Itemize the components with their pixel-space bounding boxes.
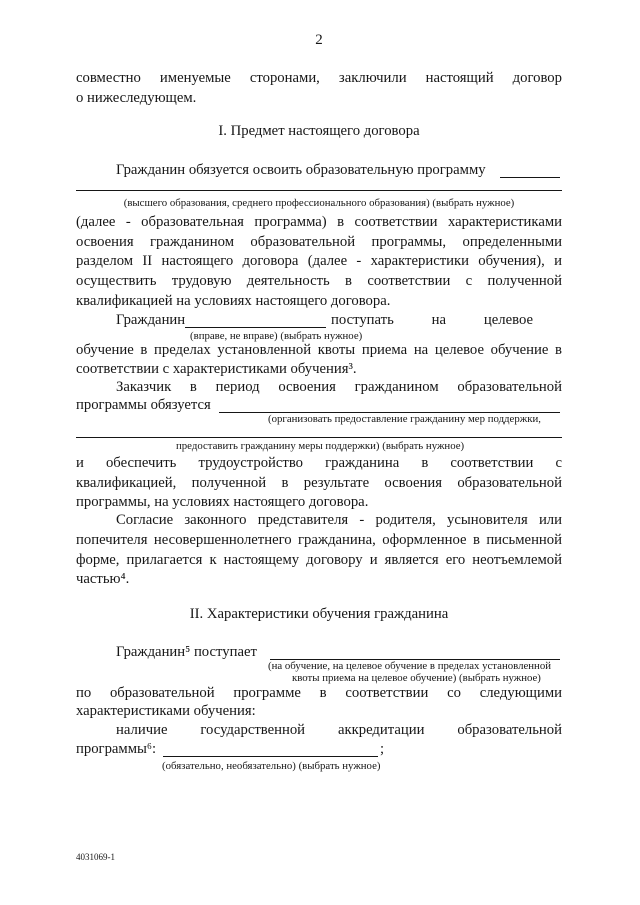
characteristics-line: по образовательной программе в соответствии со следующими (76, 685, 562, 701)
section-1-heading: I. Предмет настоящего договора (218, 123, 420, 139)
fill-in-blank (185, 327, 326, 328)
program-obligation-text: Гражданин обязуется освоить образовательную программу (116, 162, 486, 178)
fill-in-blank-line (76, 190, 562, 191)
admission-right-suffix: поступать на целевое (331, 312, 533, 328)
fill-in-blank (500, 177, 560, 178)
admission-caption: (на обучение, на целевое обучение в пределах установленной (268, 660, 551, 672)
customer-obligation-line: квалификацией, полученной в результате освоения образовательной (76, 475, 562, 491)
guardian-consent-line: Согласие законного представителя - родителя, усыновителя или (116, 512, 562, 528)
support-measures-caption: (организовать предоставление гражданину мер поддержки, (268, 413, 541, 425)
accreditation-suffix: ; (380, 741, 385, 757)
admission-right-caption: (вправе, не вправе) (выбрать нужное) (190, 330, 363, 342)
fill-in-blank (163, 756, 378, 757)
customer-obligation-line: программы, на условиях настоящего договора. (76, 494, 369, 510)
admission-prefix: Гражданин⁵ поступает (116, 644, 257, 660)
admission-right-line: обучение в пределах установленной квоты приема на целевое обучение в (76, 342, 562, 358)
customer-obligation-prefix: программы обязуется (76, 397, 211, 413)
guardian-consent-line: попечителя несовершеннолетнего гражданина, оформленное в письменной (76, 532, 562, 548)
document-code: 4031069-1 (76, 852, 115, 862)
accreditation-line: наличие государственной аккредитации образовательной (116, 722, 562, 738)
program-type-caption: (высшего образования, среднего профессионального образования) (выбрать нужное) (123, 197, 515, 209)
guardian-consent-line: частью⁴. (76, 571, 130, 587)
admission-right-line: соответствии с характеристиками обучения³. (76, 361, 357, 377)
customer-obligation-line: Заказчик в период освоения гражданином образовательной (116, 379, 562, 395)
intro-line: совместно именуемые сторонами, заключили настоящий договор (76, 70, 562, 86)
accreditation-caption: (обязательно, необязательно) (выбрать нужное) (162, 760, 381, 772)
support-measures-caption: предоставить гражданину меры поддержки) (выбрать нужное) (176, 440, 465, 452)
description-line: (далее - образовательная программа) в соответствии характеристиками (76, 214, 562, 230)
admission-right-prefix: Гражданин (116, 312, 186, 328)
accreditation-prefix: программы⁶: (76, 741, 157, 757)
intro-line: о нижеследующем. (76, 90, 197, 106)
section-2-heading: II. Характеристики обучения гражданина (189, 606, 449, 622)
admission-caption: квоты приема на целевое обучение) (выбрать нужное) (292, 672, 541, 684)
characteristics-line: характеристиками обучения: (76, 703, 256, 719)
description-line: квалификацией на условиях настоящего договора. (76, 293, 391, 309)
customer-obligation-line: и обеспечить трудоустройство гражданина в соответствии с (76, 455, 562, 471)
guardian-consent-line: форме, прилагается к настоящему договору и является его неотъемлемой (76, 552, 562, 568)
fill-in-blank-line (76, 437, 562, 438)
description-line: осуществить трудовую деятельность в соответствии с полученной (76, 273, 562, 289)
description-line: освоения гражданином образовательной программы, определенными (76, 234, 562, 250)
description-line: разделом II настоящего договора (далее - характеристики обучения), и (76, 253, 562, 269)
page-number: 2 (315, 32, 323, 48)
